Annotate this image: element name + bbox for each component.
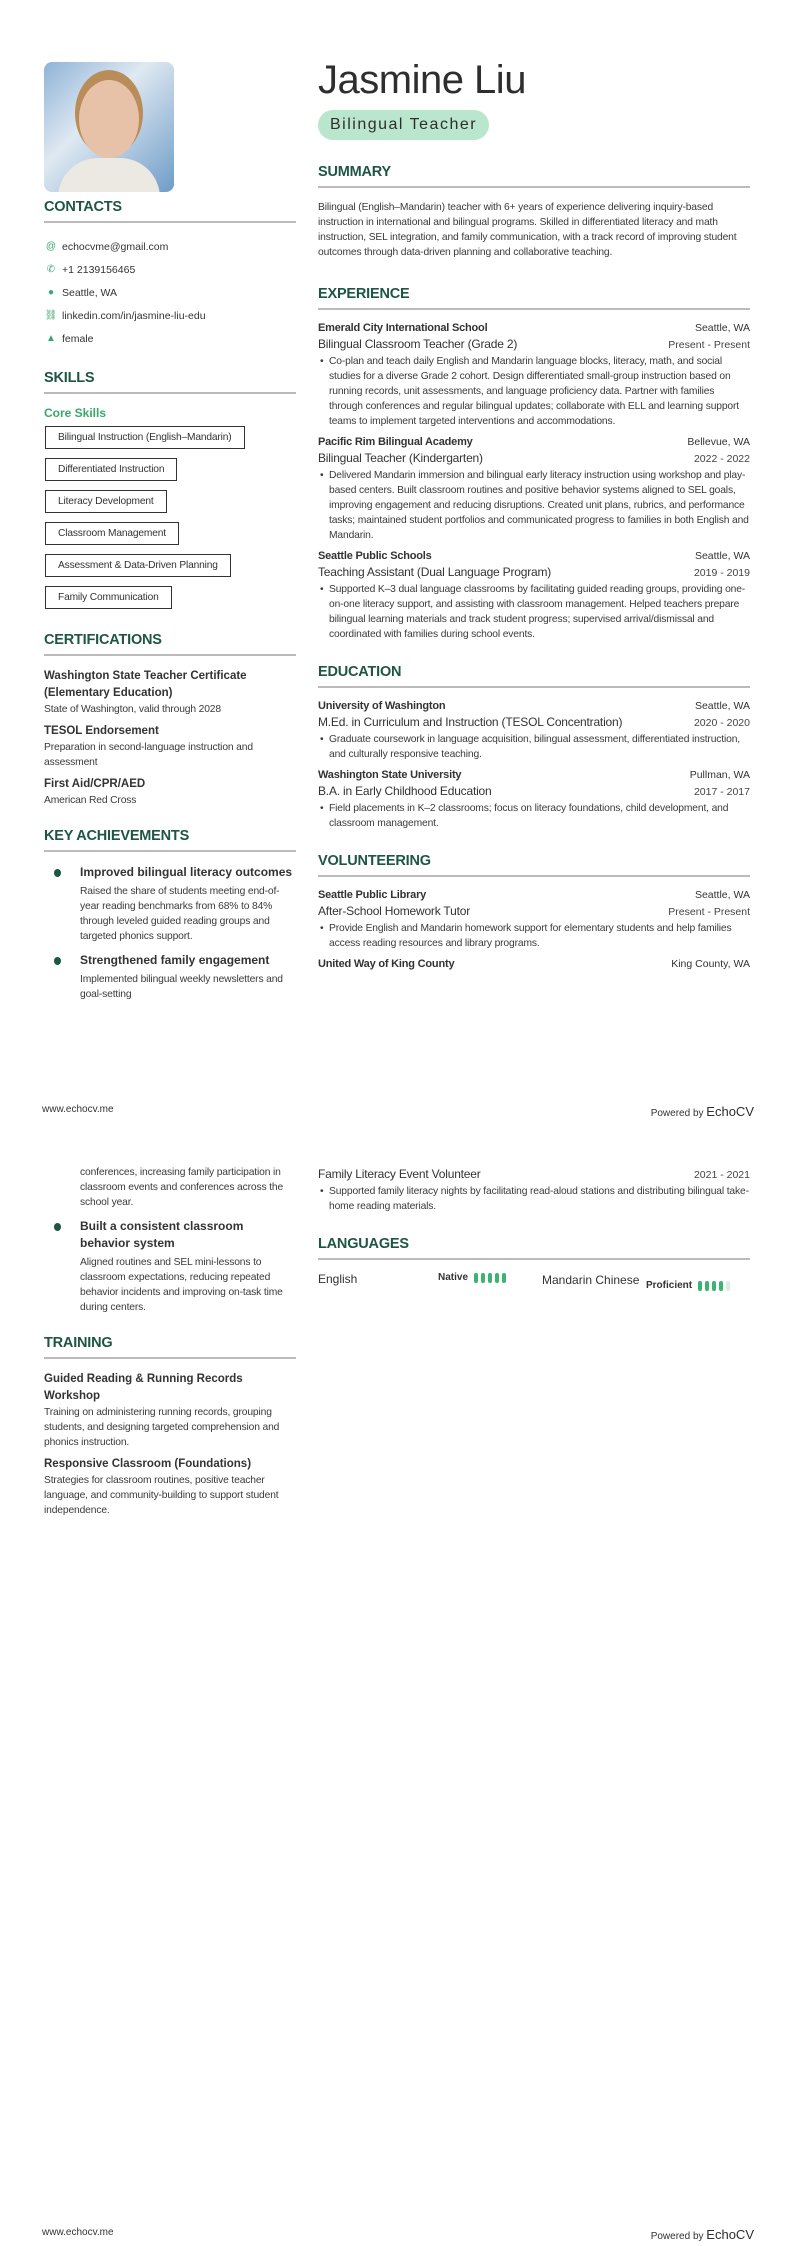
echocv-logo: EchoCV [706, 1104, 754, 1119]
proficiency-bar [705, 1281, 709, 1291]
experience-heading: EXPERIENCE [318, 286, 750, 310]
achievement-item: Strengthened family engagement Implemented bilingual weekly newsletters and goal-setting [44, 952, 296, 1002]
training-heading: TRAINING [44, 1335, 296, 1359]
training-item: Guided Reading & Running Records Workshop Training on administering running records, grouping students, and designing targeted comprehension and phonics instruction. [44, 1373, 280, 1448]
certifications-heading: CERTIFICATIONS [44, 632, 296, 656]
education-item: Washington State University Pullman, WA B.A. in Early Childhood Education 2017 - 2017 • Field placements in K–2 classrooms; focus on literacy foundations, child development, and classroom management. [318, 769, 750, 831]
proficiency-bar [481, 1273, 485, 1283]
skill-tag: Literacy Development [45, 490, 167, 513]
contact-linkedin[interactable]: ⛓ linkedin.com/in/jasmine-liu-edu [44, 309, 206, 322]
right-column [318, 164, 750, 970]
summary-text: Bilingual (English–Mandarin) teacher with 6+ years of experience delivering inquiry-based instruction in international and bilingual programs. Skilled in differentiated literacy and math instruction, SEL integration, and family communication, with a track record of improving student outcomes through data-driven planning and collaborative teaching. [318, 202, 737, 258]
skill-tag: Classroom Management [45, 522, 179, 545]
summary-heading: SUMMARY [318, 164, 750, 188]
candidate-name: Jasmine Liu [318, 58, 526, 102]
job-title-badge: Bilingual Teacher [318, 110, 489, 140]
left-column [44, 1165, 296, 1518]
contacts-heading: CONTACTS [44, 199, 296, 223]
certification-item: TESOL Endorsement Preparation in second-language instruction and assessment [44, 725, 253, 768]
proficiency-bar [698, 1281, 702, 1291]
bullet-dot-icon [54, 869, 61, 877]
experience-item: Emerald City International School Seattle, WA Bilingual Classroom Teacher (Grade 2) Present - Present • Co-plan and teach daily English and Mandarin language blocks, literacy, math, and social studies for a diverse Grade 2 cohort. Design differentiated small-group instruction based on running records, unit assessments, and language proficiency data. Partner with families through conferences and regular bilingual updates; collaborate with ELL and learning support teams to implement targeted interventions and accommodations. [318, 322, 750, 429]
education-item: University of Washington Seattle, WA M.Ed. in Curriculum and Instruction (TESOL Concentration) 2020 - 2020 • Graduate coursework in language acquisition, bilingual assessment, differentiated instruction, and culturally responsive teaching. [318, 700, 750, 762]
volunteering-item: Seattle Public Library Seattle, WA After-School Homework Tutor Present - Present • Provide English and Mandarin homework support for elementary students and help families access reading resources and library programs. [318, 889, 750, 951]
proficiency-bars [474, 1273, 506, 1283]
experience-item: Pacific Rim Bilingual Academy Bellevue, WA Bilingual Teacher (Kindergarten) 2022 - 2022 • Delivered Mandarin immersion and bilingual early literacy instruction using workshop and play-based centers. Built classroom routines and positive behavior systems aligned to SEL goals, improving engagement and reducing disruptions. Created unit plans, rubrics, and performance tasks; maintained student portfolios and communicated progress to families in both English and Mandarin. [318, 436, 750, 543]
volunteering-item: United Way of King County King County, WA [318, 958, 750, 970]
bullet-dot-icon [54, 1223, 61, 1231]
achievement-item: Improved bilingual literacy outcomes Raised the share of students meeting end-of-year reading benchmarks from 68% to 84% through leveled guided reading groups and targeted phonics support. [44, 864, 296, 944]
link-icon: ⛓ [44, 310, 58, 321]
echocv-logo: EchoCV [706, 2227, 754, 2242]
skill-tag: Family Communication [45, 586, 172, 609]
certification-item: Washington State Teacher Certificate (Elementary Education) State of Washington, valid through 2028 [44, 670, 247, 715]
language-name: English [318, 1272, 358, 1286]
footer-powered-by[interactable]: Powered by EchoCV [650, 1104, 754, 1119]
profile-photo [44, 62, 174, 192]
proficiency-bar [712, 1281, 716, 1291]
language-level: Native [438, 1272, 542, 1283]
person-icon: ▲ [46, 333, 56, 344]
right-column [318, 1167, 750, 1291]
contact-location: ● Seattle, WA [44, 281, 296, 304]
languages-heading: LANGUAGES [318, 1236, 750, 1260]
proficiency-bars [698, 1281, 730, 1291]
phone-icon: ✆ [46, 264, 56, 275]
skills-group-label: Core Skills [44, 406, 107, 420]
footer-site-link[interactable]: www.echocv.me [42, 2227, 114, 2238]
contact-email[interactable]: @ echocvme@gmail.com [45, 240, 169, 253]
certification-item: First Aid/CPR/AED American Red Cross [44, 778, 146, 806]
language-name: Mandarin Chinese [542, 1273, 640, 1287]
experience-item: Seattle Public Schools Seattle, WA Teaching Assistant (Dual Language Program) 2019 - 2019 • Supported K–3 dual language classrooms by facilitating guided reading groups, providing one-on-one literacy support, and assisting with classroom management. Helped teachers prepare bilingual learning materials and track student progress; supervised arrival/dismissal and coordinated with families during school events. [318, 550, 750, 642]
skills-list [44, 426, 296, 618]
contact-list [44, 235, 296, 350]
skill-tag: Bilingual Instruction (English–Mandarin) [45, 426, 245, 449]
proficiency-bar [726, 1281, 730, 1291]
volunteering-heading: VOLUNTEERING [318, 853, 750, 877]
achievement-item: Built a consistent classroom behavior system Aligned routines and SEL mini-lessons to classroom expectations, reducing repeated behavior incidents and improving on-task time during centers. [44, 1218, 296, 1315]
education-heading: EDUCATION [318, 664, 750, 688]
bullet-dot-icon [54, 957, 61, 965]
proficiency-bar [474, 1273, 478, 1283]
skill-tag: Differentiated Instruction [45, 458, 177, 481]
footer-powered-by[interactable]: Powered by EchoCV [650, 2227, 754, 2242]
training-item: Responsive Classroom (Foundations) Strategies for classroom routines, positive teacher language, and community-building to support student independence. [44, 1458, 279, 1516]
location-pin-icon: ● [47, 287, 55, 298]
left-column [44, 199, 296, 1010]
language-level: Proficient [646, 1280, 730, 1291]
achievement-item-continued: conferences, increasing family participation in classroom events and conferences across the school year. [80, 1167, 284, 1208]
resume-page-2 [0, 1123, 794, 2246]
footer-site-link[interactable]: www.echocv.me [42, 1104, 114, 1115]
volunteering-item-continued: Family Literacy Event Volunteer 2021 - 2021 • Supported family literacy nights by facilitating read-aloud stations and distributing bilingual take-home reading materials. [318, 1167, 750, 1214]
achievements-heading: KEY ACHIEVEMENTS [44, 828, 296, 852]
contact-gender: ▲ female [44, 327, 296, 350]
skills-heading: SKILLS [44, 370, 296, 394]
proficiency-bar [488, 1273, 492, 1283]
at-icon: @ [45, 241, 57, 252]
languages-list [318, 1272, 750, 1291]
skill-tag: Assessment & Data-Driven Planning [45, 554, 231, 577]
contact-phone[interactable]: ✆ +1 2139156465 [44, 258, 296, 281]
proficiency-bar [495, 1273, 499, 1283]
proficiency-bar [502, 1273, 506, 1283]
proficiency-bar [719, 1281, 723, 1291]
